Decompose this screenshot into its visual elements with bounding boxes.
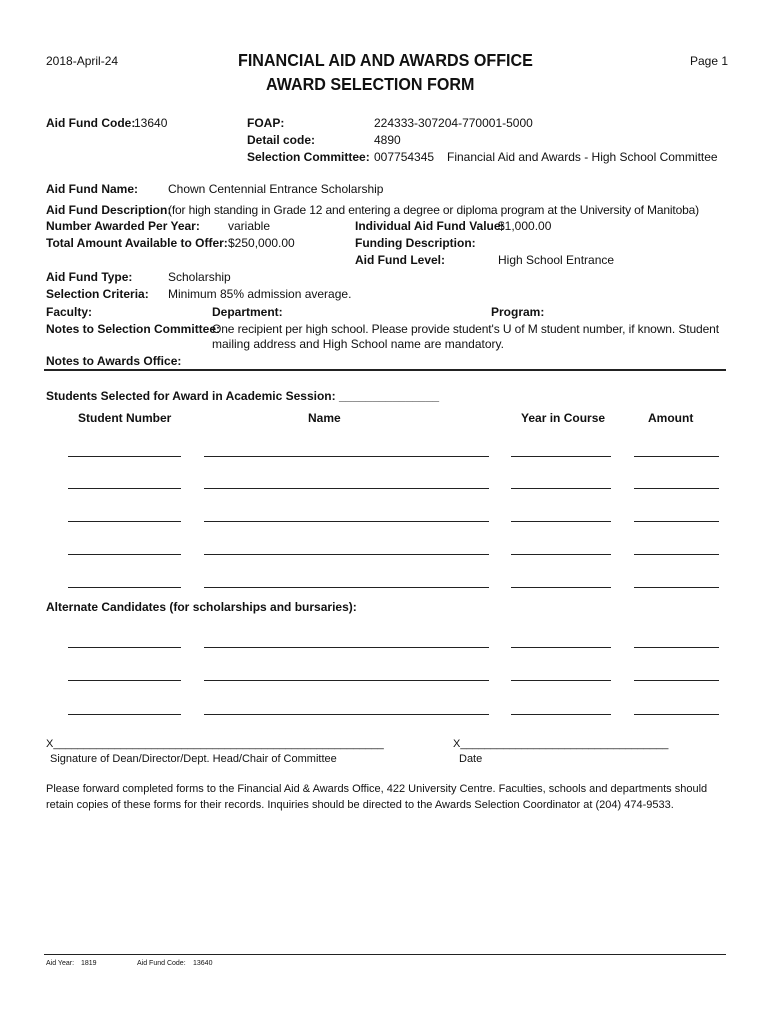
- selection-criteria-label: Selection Criteria:: [46, 287, 149, 301]
- date-caption: Date: [459, 753, 483, 765]
- footer-aid-year-value: 1819: [81, 960, 97, 967]
- signature-caption: Signature of Dean/Director/Dept. Head/Chair of Committee: [50, 753, 337, 765]
- funding-description-label: Funding Description:: [355, 236, 476, 250]
- student-number-field[interactable]: [68, 587, 181, 588]
- name-field[interactable]: [204, 521, 489, 522]
- student-number-field[interactable]: [68, 647, 181, 648]
- detail-code-label: Detail code:: [247, 133, 316, 147]
- number-awarded-label: Number Awarded Per Year:: [46, 219, 200, 233]
- col-amount: Amount: [648, 411, 694, 425]
- total-available-value: $250,000.00: [228, 236, 295, 250]
- selection-committee-label: Selection Committee:: [247, 150, 370, 164]
- amount-field[interactable]: [634, 647, 719, 648]
- amount-field[interactable]: [634, 587, 719, 588]
- student-number-field[interactable]: [68, 456, 181, 457]
- name-field[interactable]: [204, 587, 489, 588]
- student-number-field[interactable]: [68, 680, 181, 681]
- year-field[interactable]: [511, 680, 611, 681]
- year-field[interactable]: [511, 587, 611, 588]
- name-field[interactable]: [204, 680, 489, 681]
- form-title: AWARD SELECTION FORM: [266, 74, 475, 94]
- page-number: Page 1: [690, 54, 729, 68]
- section-divider: [44, 369, 726, 371]
- student-number-field[interactable]: [68, 521, 181, 522]
- foap-label: FOAP:: [247, 116, 285, 130]
- amount-field[interactable]: [634, 456, 719, 457]
- aid-fund-type-value: Scholarship: [168, 270, 231, 284]
- students-selected-heading: Students Selected for Award in Academic Session: _______________: [46, 389, 440, 403]
- aid-fund-name-label: Aid Fund Name:: [46, 182, 138, 196]
- aid-fund-description-label: Aid Fund Description:: [46, 203, 172, 217]
- amount-field[interactable]: [634, 554, 719, 555]
- aid-fund-description-value: (for high standing in Grade 12 and entering a degree or diploma program at the University of Manitoba): [168, 203, 700, 217]
- footer-fund-code-value: 13640: [193, 960, 213, 967]
- amount-field[interactable]: [634, 488, 719, 489]
- amount-field[interactable]: [634, 680, 719, 681]
- signature-line[interactable]: X______________________________________________________: [46, 738, 384, 750]
- student-number-field[interactable]: [68, 714, 181, 715]
- name-field[interactable]: [204, 554, 489, 555]
- aid-fund-code-label: Aid Fund Code:: [46, 116, 136, 130]
- student-number-field[interactable]: [68, 488, 181, 489]
- year-field[interactable]: [511, 647, 611, 648]
- total-available-label: Total Amount Available to Offer:: [46, 236, 228, 250]
- name-field[interactable]: [204, 456, 489, 457]
- notes-committee-line2: mailing address and High School name are mandatory.: [212, 337, 504, 351]
- year-field[interactable]: [511, 554, 611, 555]
- name-field[interactable]: [204, 488, 489, 489]
- alternate-candidates-heading: Alternate Candidates (for scholarships and bursaries):: [46, 600, 357, 614]
- notes-committee-label: Notes to Selection Committee:: [46, 322, 221, 336]
- amount-field[interactable]: [634, 714, 719, 715]
- form-date: 2018-April-24: [46, 54, 119, 68]
- office-title: FINANCIAL AID AND AWARDS OFFICE: [238, 50, 533, 70]
- aid-fund-level-value: High School Entrance: [498, 253, 615, 267]
- aid-fund-name-value: Chown Centennial Entrance Scholarship: [168, 182, 384, 196]
- footer-aid-year-label: Aid Year:: [46, 960, 75, 967]
- name-field[interactable]: [204, 647, 489, 648]
- col-student-number: Student Number: [78, 411, 172, 425]
- foap-value: 224333-307204-770001-5000: [374, 116, 533, 130]
- aid-fund-level-label: Aid Fund Level:: [355, 253, 445, 267]
- notes-awards-office-label: Notes to Awards Office:: [46, 354, 182, 368]
- name-field[interactable]: [204, 714, 489, 715]
- col-year-in-course: Year in Course: [521, 411, 606, 425]
- year-field[interactable]: [511, 714, 611, 715]
- selection-criteria-value: Minimum 85% admission average.: [168, 287, 352, 301]
- department-label: Department:: [212, 305, 283, 319]
- selection-committee-code: 007754345: [374, 150, 435, 164]
- faculty-label: Faculty:: [46, 305, 93, 319]
- year-field[interactable]: [511, 521, 611, 522]
- detail-code-value: 4890: [374, 133, 401, 147]
- footer-divider: [44, 954, 726, 955]
- individual-value-amount: $1,000.00: [498, 219, 552, 233]
- notes-committee-line1: One recipient per high school. Please provide student's U of M student number, if known. Student: [212, 322, 719, 336]
- year-field[interactable]: [511, 456, 611, 457]
- instructions-text: Please forward completed forms to the Financial Aid & Awards Office, 422 University Centre. Faculties, schools and departments should retain copies of these forms for their records. Inquiries should be directed to the Awards Selection Coordinator at (204) 474-9533.: [46, 783, 708, 811]
- number-awarded-value: variable: [228, 219, 271, 233]
- date-line[interactable]: X__________________________________: [453, 738, 669, 750]
- aid-fund-type-label: Aid Fund Type:: [46, 270, 133, 284]
- individual-value-label: Individual Aid Fund Value:: [355, 219, 505, 233]
- program-label: Program:: [491, 305, 545, 319]
- aid-fund-code-value: 13640: [134, 116, 168, 130]
- student-number-field[interactable]: [68, 554, 181, 555]
- year-field[interactable]: [511, 488, 611, 489]
- footer-fund-code-label: Aid Fund Code:: [137, 960, 186, 967]
- selection-committee-name: Financial Aid and Awards - High School Committee: [447, 150, 718, 164]
- col-name: Name: [308, 411, 341, 425]
- amount-field[interactable]: [634, 521, 719, 522]
